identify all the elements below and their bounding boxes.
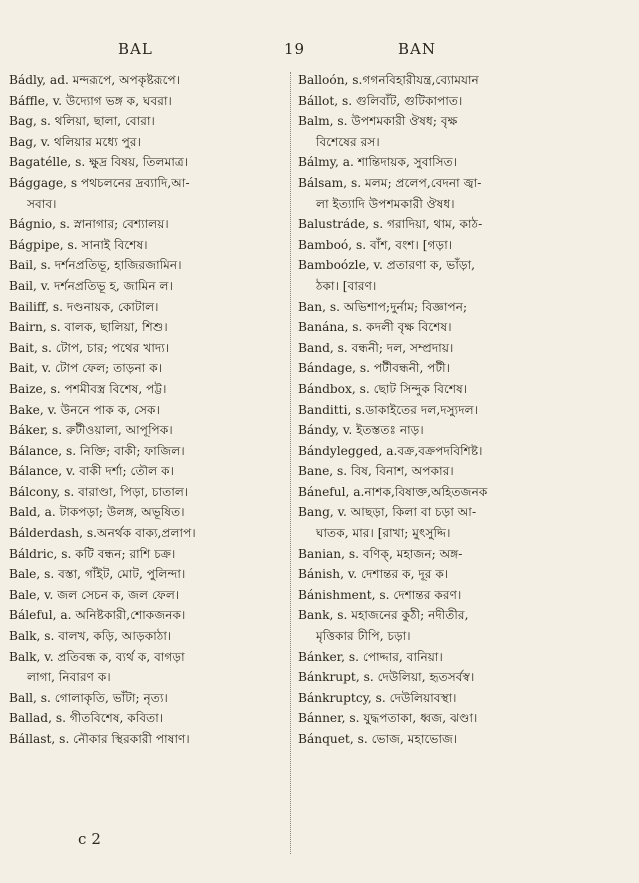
dictionary-entry: Bagatélle, s. ক্ষুদ্র বিষয়, তিলমাত্র। [9,155,189,170]
dictionary-entry: Balustráde, s. গরাদিয়া, থাম, কাঠ- [298,217,483,232]
dictionary-entry: Báldric, s. কটি বন্ধন; রাশি চক্র। [9,546,176,561]
dictionary-entry: Bándylegged, a.বক্র,বক্রপদবিশিষ্ট। [298,443,483,458]
dictionary-entry: Bálmy, a. শান্তিদায়ক, সুবাসিত। [298,155,458,170]
dictionary-entry: Bándy, v. ইতস্ততঃ নাড়। [298,423,424,438]
header-left-guideword: BAL [118,40,153,58]
dictionary-entry: Bailiff, s. দণ্ডনায়ক, কোটাল। [9,299,159,314]
dictionary-entry: Balm, s. উপশমকারী ঔষধ; বৃক্ষ [298,114,458,129]
column-divider [290,72,291,854]
dictionary-entry: Bánner, s. যুদ্ধপতাকা, ধ্বজ, ঝণ্ডা। [298,711,478,726]
dictionary-entry: Bamboózle, v. প্রতারণা ক, ভাঁড়া, [298,258,475,273]
dictionary-entry: Bang, v. আছড়া, কিলা বা চড়া আ- [298,505,477,520]
dictionary-entry: Ballad, s. গীতবিশেষ, কবিতা। [9,711,164,726]
left-column [9,70,284,750]
dictionary-entry: Bálsam, s. মলম; প্রলেপ,বেদনা জ্বা- [298,175,482,190]
dictionary-entry: Bale, v. জল সেচন ক, জল ফেল। [9,587,180,602]
dictionary-entry: Bait, v. টোপ ফেল; তাড়না ক। [9,361,163,376]
dictionary-entry: Bait, s. টোপ, চার; পথের খাদ্য। [9,340,170,355]
dictionary-entry: Banian, s. বণিক্, মহাজন; অঙ্গ- [298,546,463,561]
dictionary-entry: Bairn, s. বালক, ছালিয়া, শিশু। [9,320,168,335]
dictionary-entry: Band, s. বন্ধনী; দল, সম্প্রদায়। [298,340,454,355]
entry-continuation: ঘাতক, মার। [রাখা; মুৎসুদ্দি। [316,526,451,541]
dictionary-entry: Bánkruptcy, s. দেউলিয়াবস্থা। [298,690,457,705]
entry-continuation: লা ইত্যাদি উপশমকারী ঔষধ। [316,196,455,211]
dictionary-entry: Bánishment, s. দেশান্তর করণ। [298,587,462,602]
dictionary-entry: Bágnio, s. স্নানাগার; বেশ্যালয়। [9,217,169,232]
header-right-guideword: BAN [398,40,436,58]
dictionary-entry: Bálcony, s. বারাণ্ডা, পিড়া, চাতাল। [9,484,189,499]
dictionary-entry: Bail, s. দর্শনপ্রতিভূ, হাজিরজামিন। [9,258,182,273]
signature-letter: c [78,830,88,848]
dictionary-entry: Bane, s. বিষ, বিনাশ, অপকার। [298,464,454,479]
dictionary-entry: Bándage, s. পটীবন্ধনী, পটী। [298,361,451,376]
dictionary-entry: Bánkrupt, s. দেউলিয়া, হৃতসর্বস্ব। [298,670,475,685]
dictionary-entry: Bank, s. মহাজনের কুঠী; নদীতীর, [298,608,469,623]
dictionary-entry: Banána, s. কদলী বৃক্ষ বিশেষ। [298,320,452,335]
dictionary-entry: Bádly, ad. মন্দরূপে, অপকৃষ্টরূপে। [9,73,181,87]
dictionary-entry: Bánish, v. দেশান্তর ক, দূর ক। [298,567,449,582]
dictionary-entry: Báker, s. রুটীওয়ালা, আপূপিক। [9,423,173,438]
dictionary-entry: Bánker, s. পোদ্দার, বানিয়া। [298,649,443,664]
dictionary-entry: Bállot, s. গুলিবাঁট, গুটিকাপাত। [298,93,463,108]
page-number: 19 [284,40,306,58]
dictionary-entry: Ban, s. অভিশাপ;দুর্নাম; বিজ্ঞাপন; [298,299,468,314]
dictionary-entry: Banditti, s.ডাকাইতের দল,দস্যুদল। [298,402,479,417]
dictionary-entry: Bálance, s. নিক্তি; বাকী; ফাজিল। [9,443,185,458]
dictionary-entry: Bággage, s পথচলনের দ্রব্যাদি,আ- [9,175,190,190]
page-header [0,40,639,64]
dictionary-entry: Bald, a. টাকপড়া; উলঙ্গ, অভূষিত। [9,505,185,520]
signature-mark [78,830,106,848]
dictionary-entry: Balk, v. প্রতিবন্ধ ক, ব্যর্থ ক, বাগড়া [9,649,185,664]
dictionary-entry: Bálance, v. বাকী দর্শা; তৌল ক। [9,464,174,479]
dictionary-entry: Báleful, a. অনিষ্টকারী,শোকজনক। [9,608,186,623]
dictionary-entry: Bamboó, s. বাঁশ, বংশ। [গড়া। [298,237,453,252]
dictionary-entry: Bag, s. থলিয়া, ছালা, বোরা। [9,114,155,129]
dictionary-entry: Bánquet, s. ভোজ, মহাভোজ। [298,732,458,746]
dictionary-entry: Bágpipe, s. সানাই বিশেষ। [9,237,148,252]
dictionary-entry: Báneful, a.নাশক,বিষাক্ত,অহিতজনক [298,484,488,499]
dictionary-entry: Balloón, s.গগনবিহারীযন্ত্র,ব্যোমযান [298,73,479,87]
dictionary-entry: Bail, v. দর্শনপ্রতিভূ হ, জামিন ল। [9,278,173,293]
signature-number: 2 [91,830,102,848]
dictionary-entry: Bale, s. বস্তা, গাঁইট, মোট, পুলিন্দা। [9,567,186,582]
entry-continuation: সবাব। [27,196,57,211]
dictionary-entry: Bándbox, s. ছোট সিন্দুক বিশেষ। [298,381,468,396]
dictionary-entry: Bag, v. থলিয়ার মধ্যে পুর। [9,134,141,149]
dictionary-entry: Báffle, v. উদ্যোগ ভঙ্গ ক, ঘবরা। [9,93,172,108]
dictionary-entry: Ball, s. গোলাকৃতি, ভাঁটা; নৃত্য। [9,690,168,705]
entry-continuation: ঠকা। [বারণ। [316,278,377,293]
entry-continuation: বিশেষের রস। [316,134,380,149]
dictionary-entry: Bake, v. উননে পাক ক, সেক। [9,402,160,417]
dictionary-entry: Baize, s. পশমীবস্ত্র বিশেষ, পট্ট। [9,381,167,396]
right-column [298,70,614,750]
entry-continuation: মৃত্তিকার ঢীপি, চড়া। [316,629,411,644]
dictionary-entry: Bálderdash, s.অনর্থক বাক্য,প্রলাপ। [9,526,196,541]
dictionary-entry: Bállast, s. নৌকার স্থিরকারী পাষাণ। [9,732,190,746]
dictionary-entry: Balk, s. বালখ, কড়ি, আড়কাঠা। [9,629,172,644]
entry-continuation: লাগা, নিবারণ ক। [27,670,111,685]
